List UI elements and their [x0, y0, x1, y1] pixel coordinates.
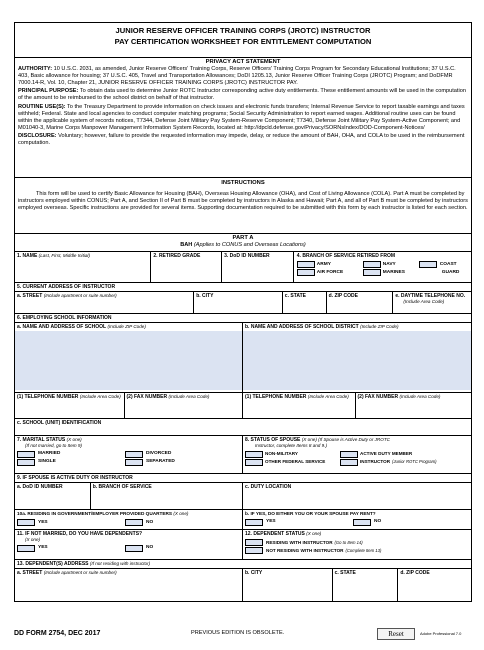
part-a-subtitle [15, 242, 471, 248]
army-label: ARMY [316, 261, 331, 267]
city-label: b. CITY [196, 293, 214, 299]
software-note: Adobe Professional 7.0 [420, 631, 462, 636]
routine-use-label: ROUTINE USE(S): [18, 104, 66, 111]
navy-label: NAVY [382, 261, 396, 267]
item-6c-row [15, 419, 471, 436]
item-9-fields [15, 483, 471, 510]
item-13-header [15, 560, 471, 569]
item-9-header [15, 474, 471, 483]
dependent-street-label: a. STREET [17, 570, 43, 576]
school-address-block [15, 323, 243, 392]
school-address-input[interactable] [15, 331, 242, 390]
active-duty-checkbox[interactable] [340, 451, 358, 458]
item-1-name[interactable] [15, 252, 151, 282]
dependent-street-note: (Include apartment or suite number) [43, 570, 117, 575]
school-phone-field[interactable] [15, 393, 125, 418]
instructions-text: This form will be used to certify Basic Allowance for Housing (BAH), Overseas Housing Allowance (OHA), and Cost of Living Allowance (COLA). Part A must be completed by instructors employed within CONUS; Part A, and Section II of Part B must be completed by instructors in Alaska and Hawaii; Part A, and all of Part B must be completed by instructors employed overseas. Specific instructions are provided for several items. Supporting documentation required to be submitted with this form by each instructor is listed for each section. [18, 191, 468, 211]
disclosure-label: DISCLOSURE: [18, 133, 57, 140]
item-7-options-2 [17, 459, 240, 466]
district-phone-field[interactable] [243, 393, 356, 418]
item-11-note: (X one) [25, 537, 41, 542]
state-label: c. STATE [284, 293, 307, 299]
non-military-label: NON-MILITARY [265, 451, 298, 457]
school-phone-label: (1) TELEPHONE NUMBER [17, 394, 79, 400]
phone-label: e. DAYTIME TELEPHONE NO. [395, 293, 466, 299]
item-10a-title [17, 511, 240, 517]
school-unit-id-label: c. SCHOOL (UNIT) IDENTIFICATION [17, 420, 102, 426]
district-fax-note: (Include Area Code) [399, 394, 441, 399]
item-11-options [17, 545, 240, 552]
phone-note: (Include Area Code) [403, 299, 445, 304]
item-3-label: 3. DoD ID NUMBER [224, 253, 270, 259]
item-5-fields [15, 292, 471, 314]
item-7-sub: (If not married, go to Item 9) [25, 443, 82, 448]
dependents-no-checkbox[interactable] [125, 545, 143, 552]
dependent-zip-field[interactable] [398, 569, 471, 601]
item-10a-label: 10a. RESIDING IN GOVERNMENT/EMPLOYER PROVIDED QUARTERS [17, 511, 172, 516]
rent-yes-checkbox[interactable] [245, 519, 263, 526]
authority-paragraph [15, 66, 471, 86]
edition-note: PREVIOUS EDITION IS OBSOLETE. [191, 630, 285, 636]
item-12-label: 12. DEPENDENT STATUS [245, 531, 305, 537]
non-military-checkbox[interactable] [245, 451, 263, 458]
authority-label: AUTHORITY: [18, 66, 53, 72]
army-checkbox[interactable] [297, 261, 315, 268]
quarters-no-checkbox[interactable] [125, 519, 143, 526]
school-unit-id-field[interactable] [15, 419, 471, 435]
purpose-paragraph [15, 88, 471, 102]
street-field[interactable] [15, 292, 194, 313]
daytime-phone-field[interactable] [393, 292, 471, 313]
item-1-label: 1. NAME [17, 253, 38, 259]
item-8-options-1 [245, 451, 469, 458]
dd-form-2754 [14, 22, 472, 602]
instructor-note: (Junior ROTC Program) [392, 459, 437, 465]
single-label: SINGLE [38, 459, 56, 465]
zip-field[interactable] [327, 292, 394, 313]
item-4-label: 4. BRANCH OF SERVICE RETIRED FROM [296, 253, 396, 259]
school-fax-field[interactable] [125, 393, 243, 418]
separated-checkbox[interactable] [125, 459, 143, 466]
divorced-checkbox[interactable] [125, 451, 143, 458]
item-12-title [245, 531, 469, 537]
not-residing-label: NOT RESIDING WITH INSTRUCTOR [266, 547, 344, 553]
item-12-dependent-status [243, 530, 471, 559]
item-4-options-row-1 [297, 261, 469, 268]
active-duty-label: ACTIVE DUTY MEMBER [360, 451, 413, 457]
item-13-label-cell [15, 560, 471, 568]
not-residing-checkbox[interactable] [245, 547, 263, 554]
marines-checkbox[interactable] [363, 269, 381, 276]
item-10b-options [245, 519, 469, 526]
district-fax-field[interactable] [356, 393, 471, 418]
marines-label: MARINES [382, 269, 405, 275]
item-13-fields [15, 569, 471, 601]
instructions-title: INSTRUCTIONS [221, 180, 265, 186]
dependents-no-label: NO [146, 545, 154, 551]
item-6-header [15, 314, 471, 323]
form-page [14, 22, 472, 602]
part-a-title: PART A [232, 235, 254, 241]
item-12-note: (X one) [306, 531, 322, 536]
rent-yes-label: YES [266, 519, 276, 525]
other-federal-label: OTHER FEDERAL SERVICE [265, 459, 326, 465]
quarters-yes-label: YES [38, 519, 48, 525]
item-7-marital-status [15, 436, 243, 473]
item-10b-rent [243, 510, 471, 529]
item-7-note: (X one) [66, 437, 82, 442]
school-address-note: (Include ZIP Code) [107, 324, 146, 329]
state-field[interactable] [283, 292, 327, 313]
street-label: a. STREET [17, 293, 43, 299]
part-a-bah: BAH [180, 242, 193, 248]
married-checkbox[interactable] [17, 451, 35, 458]
item-5-label-cell [15, 283, 471, 291]
item-2-retired-grade[interactable] [151, 252, 222, 282]
disclosure-text: Voluntary; however, failure to provide the requested information may impede, delay, or reduce the amount of BAH, OHA, and COLA to be used in the reimbursement computation. [18, 133, 465, 147]
spouse-dod-id-field[interactable] [15, 483, 91, 509]
disclosure-paragraph [15, 133, 471, 147]
divorced-label: DIVORCED [146, 451, 172, 457]
item-4-options-row-2 [297, 269, 469, 276]
school-fax-note: (Include Area Code) [168, 394, 210, 399]
item-8-options-2 [245, 459, 469, 466]
spouse-branch-label: b. BRANCH OF SERVICE [92, 484, 152, 490]
item-2-label: 2. RETIRED GRADE [153, 253, 201, 259]
school-address-label: a. NAME AND ADDRESS OF SCHOOL [17, 324, 107, 330]
not-residing-note: (Complete Item 13) [345, 547, 382, 553]
item-10a-note: (X one) [173, 511, 189, 516]
items-11-12-row [15, 530, 471, 560]
routine-use-paragraph [15, 104, 471, 131]
title-line-2: PAY CERTIFICATION WORKSHEET FOR ENTITLEMENT COMPUTATION [114, 37, 372, 46]
district-fax-label: (2) FAX NUMBER [357, 394, 399, 400]
privacy-act-section [15, 57, 471, 177]
form-title [15, 23, 471, 57]
dependent-street-field[interactable] [15, 569, 243, 601]
other-federal-checkbox[interactable] [245, 459, 263, 466]
item-8-sub: Instructor, complete Items 8 and 9.) [255, 443, 328, 448]
residing-checkbox[interactable] [245, 539, 263, 546]
spouse-dod-id-label: a. DoD ID NUMBER [17, 484, 63, 490]
item-10-row [15, 510, 471, 530]
separated-label: SEPARATED [146, 459, 175, 465]
items-7-8-row [15, 436, 471, 474]
purpose-label: PRINCIPAL PURPOSE: [18, 88, 79, 95]
routine-use-text: To the Treasury Department to provide information on check issues and electronic funds transfers; Internal Revenue Service to report taxable earnings and taxes withheld; Federal. State and local agencies to conduct computer matching programs; Social Security Administration to report earned wages. Additional routine uses can be found within the applicable system of records notices, T7344, Defense Joint Military Pay System-Reserve Component; T7340, Defense Joint Military Pay System-Active Component; and M01040-3, Marine Corps Manpower Management Information System Records, located at: http://dpcld.defense.gov/Privacy/SORNsIndex/DOD-Component-Notices/ [18, 104, 465, 131]
part-a-scope: (Applies to CONUS and Overseas Locations) [193, 242, 306, 248]
school-fax-label: (2) FAX NUMBER [126, 394, 168, 400]
rent-no-label: NO [374, 519, 382, 525]
spouse-duty-location-field[interactable] [243, 483, 471, 509]
form-id: DD FORM 2754, DEC 2017 [14, 630, 101, 637]
school-phone-note: (Include Area Code) [79, 394, 121, 399]
school-address-label-cell [15, 323, 242, 331]
title-line-1: JUNIOR RESERVE OFFICER TRAINING CORPS (JROTC) INSTRUCTOR [115, 26, 371, 35]
coast-guard-label-2: GUARD [441, 269, 460, 275]
item-8-label: 8. STATUS OF SPOUSE [245, 437, 301, 443]
dependent-state-label: c. STATE [334, 570, 356, 576]
district-phone-label: (1) TELEPHONE NUMBER [245, 394, 307, 400]
coast-guard-label [440, 262, 457, 268]
district-address-label: b. NAME AND ADDRESS OF SCHOOL DISTRICT [245, 324, 359, 330]
dependent-state-field[interactable] [333, 569, 399, 601]
privacy-act-title: PRIVACY ACT STATEMENT [205, 59, 281, 65]
authority-text: 10 U.S.C. 2031, as amended, Junior Reserve Officers' Training Corps, Reserve Officers' Training Corps Program for Secondary Educational Institutions; 37 U.S.C. 403, Basic allowance for housing; 37 U.S.C. 405, Travel and Transportation Allowances; DoDI 1205.13, Junior Reserve Officer Training Corps (JROTC) Program; and DoDFMR 7000.14-R, Vol. 10, Chapter 21, JUNIOR RESERVE OFFICER TRAINING CORPS (JROTC) INSTRUCTOR PAY. [18, 66, 456, 86]
dependent-city-field[interactable] [243, 569, 333, 601]
item-5-label: 5. CURRENT ADDRESS OF INSTRUCTOR [17, 284, 116, 290]
dependents-yes-label: YES [38, 545, 48, 551]
zip-label: d. ZIP CODE [328, 293, 358, 299]
district-address-label-cell [243, 323, 471, 331]
part-a-header [15, 233, 471, 251]
air-force-label: AIR FORCE [316, 269, 344, 275]
city-field[interactable] [194, 292, 283, 313]
dependent-zip-label: d. ZIP CODE [400, 570, 430, 576]
item-8-note: (X one) (If Spouse is Active Duty or JROTC [301, 437, 390, 442]
item-8-spouse-status [243, 436, 471, 473]
instructor-label: INSTRUCTOR [360, 459, 391, 465]
item-9-label-cell [15, 474, 471, 482]
navy-checkbox[interactable] [363, 261, 381, 268]
item-5-header [15, 283, 471, 292]
residing-note: (Go to Item 14) [334, 539, 363, 545]
instructions-section [15, 177, 471, 233]
reset-button[interactable]: Reset [377, 628, 415, 640]
item-13-note: (If not residing with instructor) [89, 561, 151, 566]
item-11-dependents [15, 530, 243, 559]
quarters-yes-checkbox[interactable] [17, 519, 35, 526]
dependent-city-label: b. CITY [244, 570, 263, 576]
district-phone-note: (Include Area Code) [307, 394, 349, 399]
row-items-1-4 [15, 251, 471, 283]
item-1-note: (Last, First, Middle Initial) [38, 253, 90, 258]
district-address-block [243, 323, 471, 392]
quarters-no-label: NO [146, 519, 154, 525]
item-7-options-1 [17, 451, 240, 458]
item-7-label: 7. MARITAL STATUS [17, 437, 66, 443]
residing-label: RESIDING WITH INSTRUCTOR [266, 539, 333, 545]
item-10a-quarters [15, 510, 243, 529]
item-6-label: 6. EMPLOYING SCHOOL INFORMATION [17, 315, 112, 321]
spouse-branch-field[interactable] [91, 483, 243, 509]
spouse-duty-location-label: c. DUTY LOCATION [245, 484, 292, 490]
item-10b-label: b. IF YES, DO EITHER YOU OR YOUR SPOUSE PAY RENT? [245, 511, 376, 516]
district-address-input[interactable] [243, 331, 471, 390]
coast-guard-checkbox[interactable] [419, 261, 437, 268]
item-13-label: 13. DEPENDENT(S) ADDRESS [17, 561, 89, 567]
item-6-label-cell [15, 314, 471, 322]
form-footer [14, 628, 472, 642]
item-10a-options [17, 519, 240, 526]
dependents-yes-checkbox[interactable] [17, 545, 35, 552]
item-3-dod-id[interactable] [222, 252, 294, 282]
item-9-label: 9. IF SPOUSE IS ACTIVE DUTY OR INSTRUCTOR [17, 475, 133, 481]
item-11-label: 11. IF NOT MARRIED, DO YOU HAVE DEPENDENTS? [17, 531, 143, 537]
purpose-text: To obtain data used to determine Junior ROTC Instructor corresponding active duty entitlements. These entitlement amounts will be used in the computation of the amount to be reimbursed to the school district on behalf of that instructor. [18, 88, 466, 102]
coast-guard-label-1: COAST [439, 261, 457, 267]
item-12-option-2 [245, 547, 469, 554]
item-12-option-1 [245, 539, 469, 546]
district-address-note: (Include ZIP Code) [360, 324, 399, 329]
married-label: MARRIED [38, 451, 61, 457]
item-6-address-row [15, 323, 471, 393]
item-4-branch [294, 252, 471, 282]
single-checkbox[interactable] [17, 459, 35, 466]
item-6-phone-row [15, 393, 471, 419]
rent-no-checkbox[interactable] [353, 519, 371, 526]
street-note: (Include apartment or suite number) [43, 293, 117, 298]
instructor-checkbox[interactable] [340, 459, 358, 466]
air-force-checkbox[interactable] [297, 269, 315, 276]
